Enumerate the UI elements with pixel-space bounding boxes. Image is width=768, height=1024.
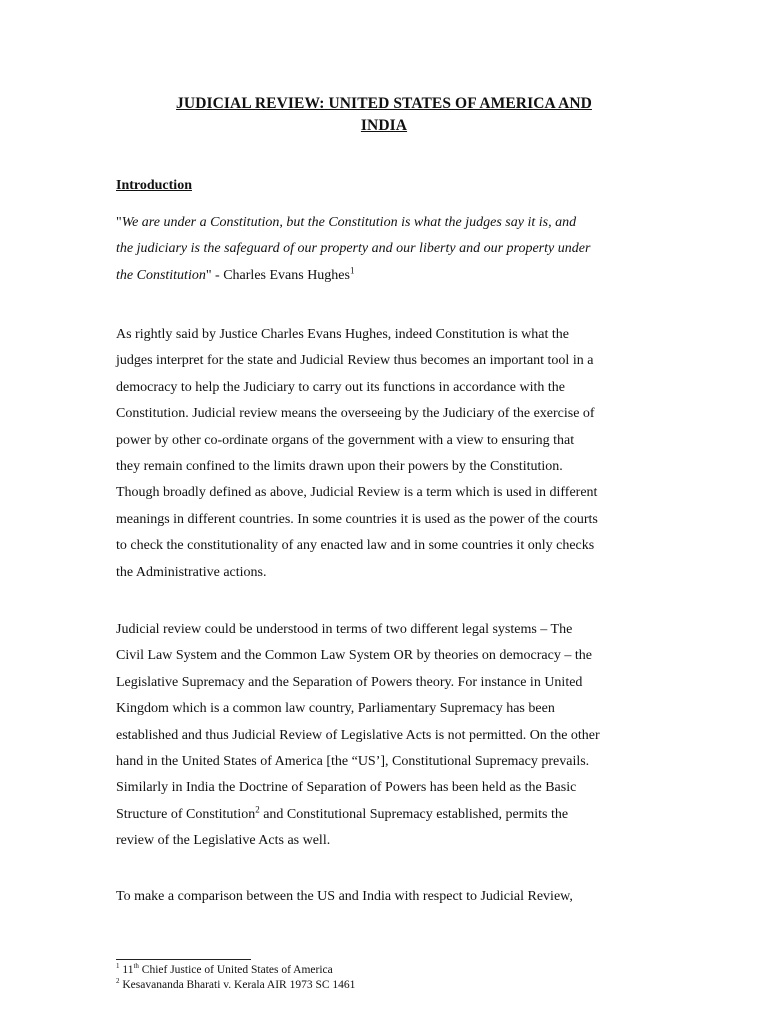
quote-text-1: We are under a Constitution, but the Constitution is what the judges say it is, and xyxy=(121,215,577,230)
paragraph-line: Civil Law System and the Common Law System OR by theories on democracy – the xyxy=(116,648,592,664)
paragraph-line: they remain confined to the limits drawn upon their powers by the Constitution. xyxy=(116,459,563,475)
footnote-text: Kesavananda Bharati v. Kerala AIR 1973 SC 1461 xyxy=(119,978,356,991)
paragraph-line: established and thus Judicial Review of Legislative Acts is not permitted. On the other xyxy=(116,727,600,743)
quote-text-3: the Constitution xyxy=(116,267,206,283)
paragraph-line: Though broadly defined as above, Judicial Review is a term which is used in different xyxy=(116,485,598,501)
paragraph-line: Kingdom which is a common law country, Parliamentary Supremacy has been xyxy=(116,701,555,717)
footnote-1 xyxy=(116,963,355,978)
paragraph-line: Legislative Supremacy and the Separation of Powers theory. For instance in United xyxy=(116,674,583,690)
paragraph-line-with-footnote xyxy=(116,802,661,828)
title-line-2: INDIA xyxy=(360,117,408,134)
paragraph-line: review of the Legislative Acts as well. xyxy=(116,833,331,849)
paragraph-line: to check the constitutionality of any enacted law and in some countries it only checks xyxy=(116,538,595,554)
footnote-text: 11 xyxy=(119,964,134,976)
footnote-ref-2[interactable]: 2 xyxy=(255,804,260,815)
footnote-number: 2 xyxy=(116,976,120,985)
footnote-number: 1 xyxy=(116,962,120,971)
quote-line-2 xyxy=(116,236,661,262)
title-line-1: JUDICIAL REVIEW: UNITED STATES OF AMERICA AND xyxy=(176,95,592,112)
footnotes xyxy=(116,963,355,992)
section-heading-introduction: Introduction xyxy=(116,178,192,193)
paragraph-line: Constitution. Judicial review means the overseeing by the Judiciary of the exercise of xyxy=(116,406,595,422)
paragraph-line: hand in the United States of America [the “US’], Constitutional Supremacy prevails. xyxy=(116,754,590,770)
quote-line-3 xyxy=(116,263,661,289)
opening-quote xyxy=(116,210,661,289)
paragraph-line: judges interpret for the state and Judicial Review thus becomes an important tool in a xyxy=(116,353,594,369)
paragraph-line: Judicial review could be understood in terms of two different legal systems – The xyxy=(116,622,573,637)
paragraph-line: meanings in different countries. In some countries it is used as the power of the courts xyxy=(116,511,598,527)
paragraph-line: the Administrative actions. xyxy=(116,564,267,580)
footnote-ordinal-suffix: th xyxy=(133,962,139,971)
quote-open-mark: " xyxy=(116,215,122,230)
paragraph-line: democracy to help the Judiciary to carry out its functions in accordance with the xyxy=(116,379,566,395)
paragraph-line: Similarly in India the Doctrine of Separation of Powers has been held as the Basic xyxy=(116,780,577,796)
paragraph-3 xyxy=(116,884,661,910)
quote-attribution: " - Charles Evans Hughes xyxy=(205,267,350,283)
footnote-text: Chief Justice of United States of America xyxy=(138,964,333,976)
paragraph-line: As rightly said by Justice Charles Evans Hughes, indeed Constitution is what the xyxy=(116,327,570,342)
paragraph-line: power by other co-ordinate organs of the government with a view to ensuring that xyxy=(116,432,575,448)
paragraph-1 xyxy=(116,322,661,586)
paragraph-text: Structure of Constitution xyxy=(116,806,256,822)
paragraph-2 xyxy=(116,617,661,855)
quote-text-2: the judiciary is the safeguard of our property and our liberty and our property under xyxy=(116,241,591,257)
paragraph-text: and Constitutional Supremacy established, permits the xyxy=(259,806,569,822)
document-title xyxy=(100,93,668,137)
paragraph-line: To make a comparison between the US and India with respect to Judicial Review, xyxy=(116,889,573,904)
footnote-separator xyxy=(116,959,251,960)
quote-line-1 xyxy=(116,210,661,236)
footnote-ref-1[interactable]: 1 xyxy=(349,265,355,276)
footnote-2 xyxy=(116,978,355,993)
